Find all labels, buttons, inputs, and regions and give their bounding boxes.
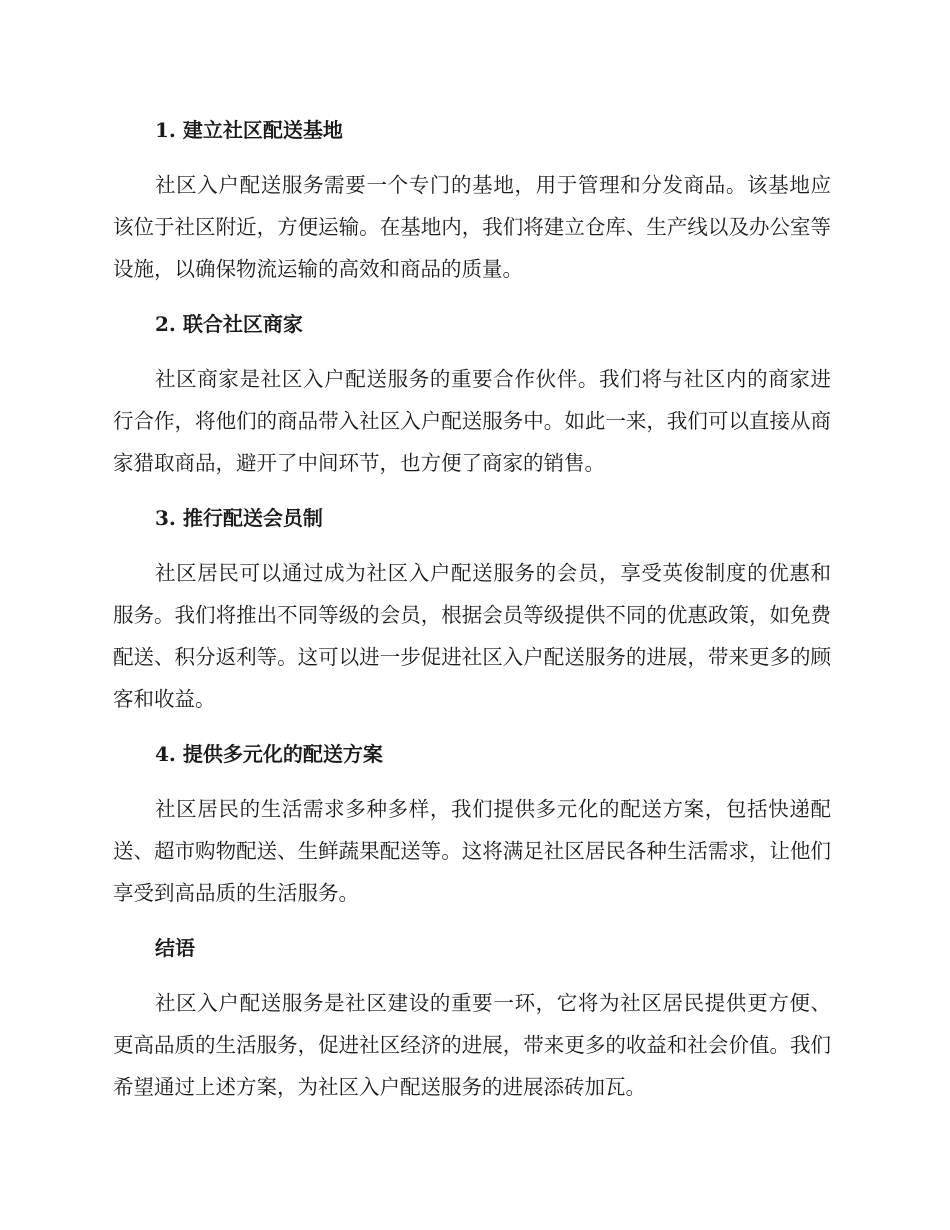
section-body-4: 社区居民的生活需求多种多样，我们提供多元化的配送方案，包括快递配送、超市购物配送、生鲜蔬果配送等。这将满足社区居民各种生活需求，让他们享受到高品质的生活服务。 xyxy=(113,797,831,905)
section-heading-4: 4. 提供多元化的配送方案 xyxy=(155,742,383,766)
section-heading-3: 3. 推行配送会员制 xyxy=(155,506,323,530)
section-body-2: 社区商家是社区入户配送服务的重要合作伙伴。我们将与社区内的商家进行合作，将他们的商品带入社区入户配送服务中。如此一来，我们可以直接从商家猎取商品，避开了中间环节，也方便了商家的销售。 xyxy=(113,367,831,475)
section-heading-1: 1. 建立社区配送基地 xyxy=(155,118,343,142)
document-page xyxy=(113,109,831,1121)
section-heading-2: 2. 联合社区商家 xyxy=(155,312,303,336)
section-body-3: 社区居民可以通过成为社区入户配送服务的会员，享受英俊制度的优惠和服务。我们将推出不同等级的会员，根据会员等级提供不同的优惠政策，如免费配送、积分返利等。这可以进一步促进社区入户配送服务的进展，带来更多的顾客和收益。 xyxy=(113,561,831,711)
conclusion-heading: 结语 xyxy=(155,936,195,960)
conclusion-body: 社区入户配送服务是社区建设的重要一环，它将为社区居民提供更方便、更高品质的生活服务，促进社区经济的进展，带来更多的收益和社会价值。我们希望通过上述方案，为社区入户配送服务的进展添砖加瓦。 xyxy=(113,991,831,1099)
section-body-1: 社区入户配送服务需要一个专门的基地，用于管理和分发商品。该基地应该位于社区附近，方便运输。在基地内，我们将建立仓库、生产线以及办公室等设施，以确保物流运输的高效和商品的质量。 xyxy=(113,173,831,281)
